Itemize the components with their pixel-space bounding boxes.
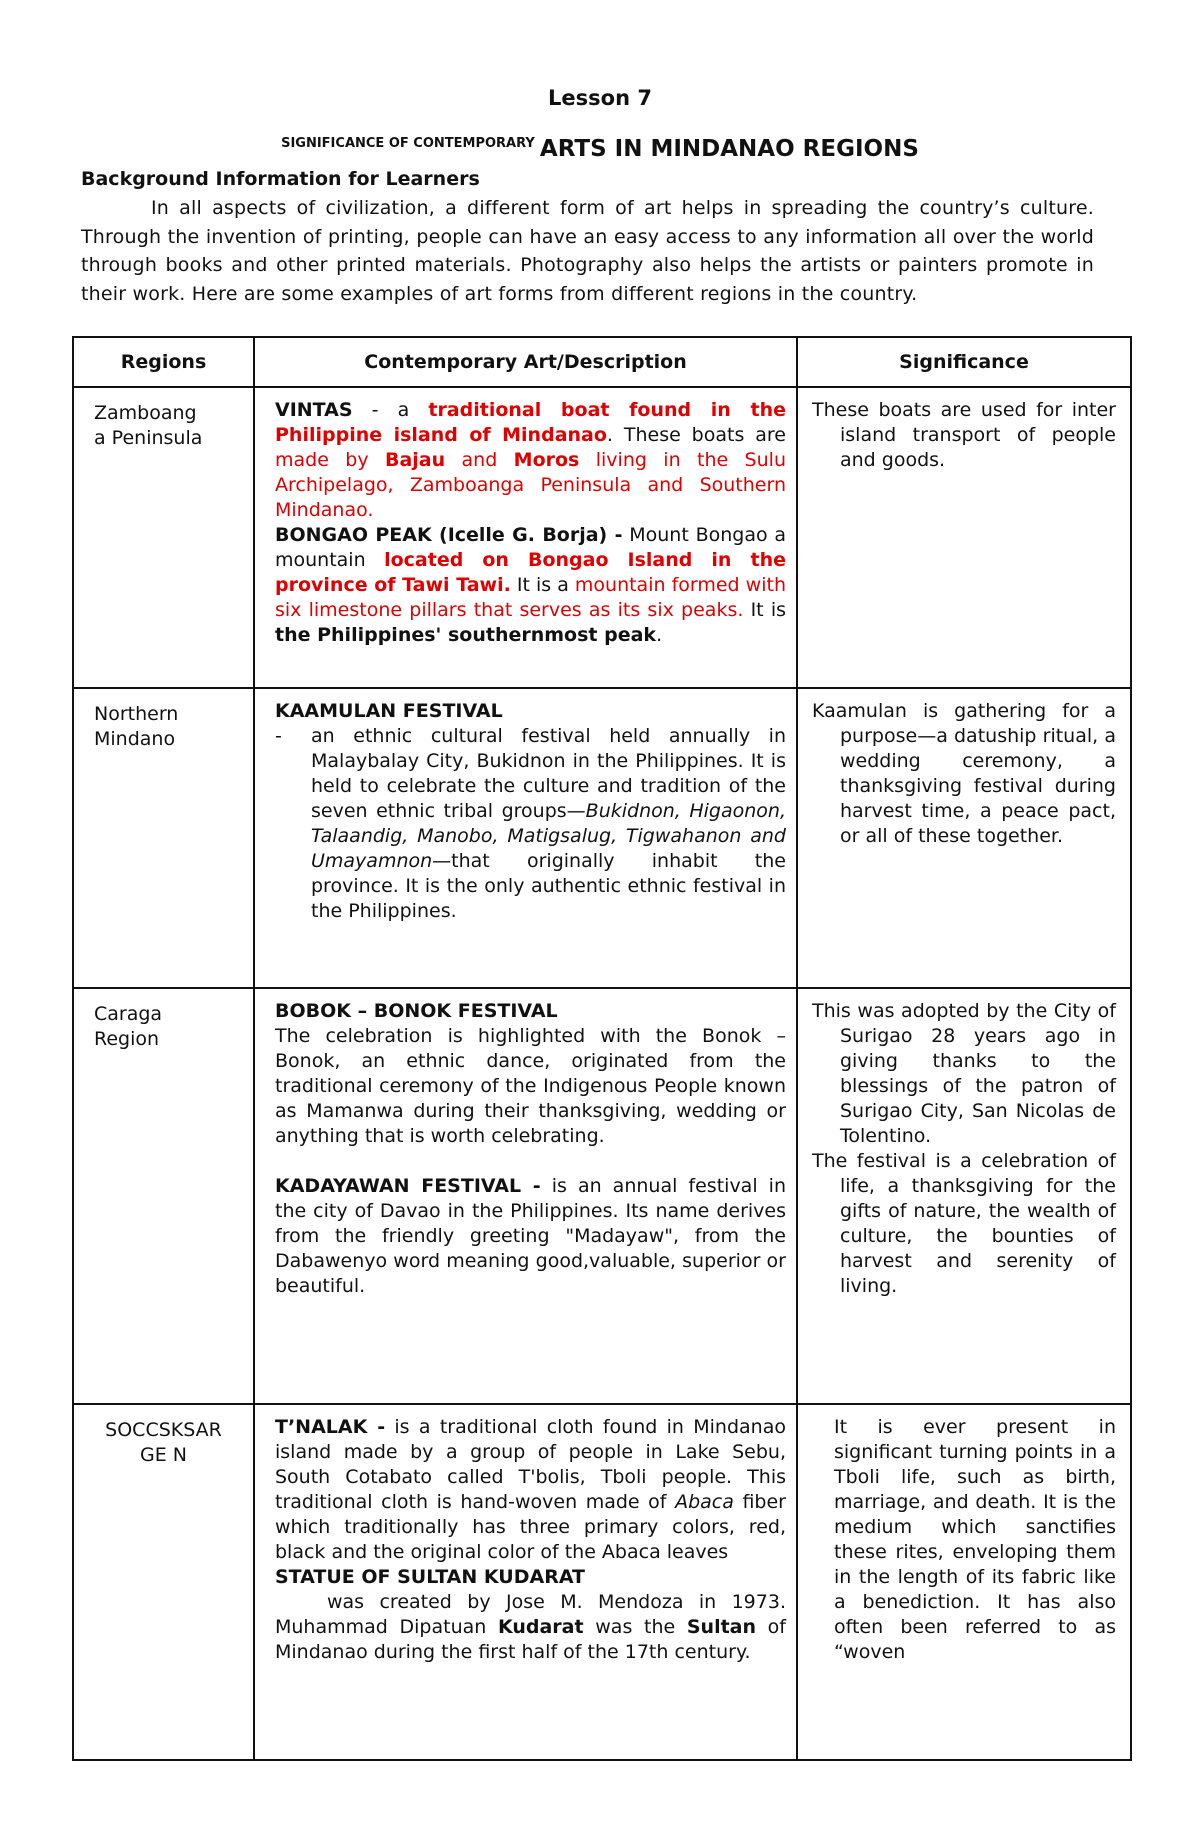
significance-cell xyxy=(797,988,1131,1404)
art-name: BOBOK – BONOK FESTIVAL xyxy=(275,1000,558,1022)
highlight-text: living in the Sulu Archipelago, Zamboanga Peninsula and Southern Mindanao. xyxy=(275,449,786,521)
header-regions: Regions xyxy=(73,337,254,387)
text: It is a xyxy=(510,574,575,596)
table-row xyxy=(73,688,1131,988)
art-name: KADAYAWAN FESTIVAL - xyxy=(275,1175,541,1197)
art-name: T’NALAK - xyxy=(275,1416,386,1438)
main-title xyxy=(0,136,1200,162)
intro-text: In all aspects of civilization, a different form of art helps in spreading the country’s culture. Through the invention of printing, people can have an easy access to any information all over the world through books and other printed materials. Photography also helps the artists or painters promote in their work. Here are some examples of art forms from different regions in the country. xyxy=(81,197,1094,305)
significance-cell xyxy=(797,387,1131,688)
region-cell xyxy=(73,988,254,1404)
text: Mount Bongao a mountain xyxy=(275,524,787,571)
vintas-entry xyxy=(275,398,786,523)
statue-entry xyxy=(275,1590,786,1665)
significance-text: The festival is a celebration of life, a thanksgiving for the gifts of nature, the wealth of culture, the bounties of harvest and serenity of living. xyxy=(812,1150,1116,1297)
title-small: SIGNIFICANCE OF CONTEMPORARY xyxy=(281,136,535,151)
text: is a traditional cloth found in Mindanao island made by a group of people in Lake Sebu, South Cotabato called T'bolis, Tboli people. This traditional cloth is hand-woven made of xyxy=(275,1416,786,1513)
art-name: VINTAS xyxy=(275,399,353,421)
art-name: BONGAO PEAK (Icelle G. Borja) - xyxy=(275,524,623,546)
text: an ethnic cultural festival held annually in Malaybalay City, Bukidnon in the Philippines. It is held to celebrate the culture and tradition of the seven ethnic tribal groups— xyxy=(311,725,786,822)
significance-text: It is ever present in significant turning points in a Tboli life, such as birth, marriage, and death. It is the medium which sanctifies these rites, enveloping them in the length of its fabric like a benediction. It has also often been referred to as “woven xyxy=(834,1416,1116,1663)
italic-text: Abaca xyxy=(675,1491,734,1513)
table-row xyxy=(73,387,1131,688)
highlight-text: and xyxy=(445,449,514,471)
header-description: Contemporary Art/Description xyxy=(254,337,797,387)
highlight-text: Moros xyxy=(513,449,580,471)
highlight-text: located on Bongao Island in the province of Tawi Tawi. xyxy=(275,549,786,596)
description-cell xyxy=(254,387,797,688)
tnalak-entry xyxy=(275,1415,786,1565)
description-body xyxy=(311,724,786,924)
background-heading: Background Information for Learners xyxy=(81,168,480,190)
region-label: Caraga Region xyxy=(94,1003,163,1050)
region-label: Northern Mindano xyxy=(94,703,179,750)
significance-cell xyxy=(797,688,1131,988)
significance-text: Kaamulan is gathering for a purpose—a datuship ritual, a wedding ceremony, a thanksgiving festival during harvest time, a peace pact, or all of these together. xyxy=(812,700,1116,847)
highlight-text: traditional boat found in the Philippine island of Mindanao xyxy=(275,399,787,446)
significance-text: This was adopted by the City of Surigao 28 years ago in giving thanks to the blessings of the patron of Surigao City, San Nicolas de Tolentino. xyxy=(812,1000,1116,1147)
art-name: STATUE OF SULTAN KUDARAT xyxy=(275,1566,586,1588)
text: . xyxy=(656,624,663,646)
italic-text: Bukidnon, Higaonon, Talaandig, Manobo, Matigsalug, Tigwahanon and Umayamnon xyxy=(311,800,786,872)
dash-marker: - xyxy=(275,725,282,747)
art-description: is an annual festival in the city of Davao in the Philippines. Its name derives from the friendly greeting "Madayaw", from the Dabawenyo word meaning good,valuable, superior or beautiful. xyxy=(275,1175,786,1297)
description-cell xyxy=(254,988,797,1404)
highlight-text: made by xyxy=(275,449,385,471)
spacer xyxy=(275,1149,786,1174)
text: - a xyxy=(352,399,429,421)
highlight-text: mountain formed with six limestone pillars that serves as its six peaks. xyxy=(275,574,786,621)
table-row xyxy=(73,1404,1131,1760)
bold-text: Sultan xyxy=(686,1616,757,1638)
significance-text: These boats are used for inter island transport of people and goods. xyxy=(812,399,1116,471)
bold-text: Kudarat xyxy=(497,1616,584,1638)
art-name: KAAMULAN FESTIVAL xyxy=(275,700,503,722)
region-label: Zamboang a Peninsula xyxy=(94,402,203,449)
region-label: SOCCSKSAR GE N xyxy=(105,1419,222,1466)
arts-table xyxy=(72,336,1132,1761)
table-header-row xyxy=(73,337,1131,387)
text: of Mindanao during the first half of the 17th century. xyxy=(275,1616,786,1663)
text: —that originally inhabit the province. It is the only authentic ethnic festival in the Philippines. xyxy=(311,850,786,922)
art-description: The celebration is highlighted with the Bonok – Bonok, an ethnic dance, originated from the traditional ceremony of the Indigenous People known as Mamanwa during their thanksgiving, wedding or anything that is worth celebrating. xyxy=(275,1025,786,1147)
significance-cell xyxy=(797,1404,1131,1760)
description-cell xyxy=(254,688,797,988)
table-row xyxy=(73,988,1131,1404)
region-cell xyxy=(73,387,254,688)
bold-text: the Philippines' southernmost peak xyxy=(275,624,657,646)
header-significance: Significance xyxy=(797,337,1131,387)
region-cell xyxy=(73,1404,254,1760)
kadayawan-entry xyxy=(275,1174,786,1299)
description-cell xyxy=(254,1404,797,1760)
description-item xyxy=(275,724,786,924)
text: It is xyxy=(743,599,786,621)
text: was created by Jose M. Mendoza in 1973. Muhammad Dipatuan xyxy=(275,1591,786,1638)
text: . These boats are xyxy=(606,424,786,446)
highlight-text: Bajau xyxy=(384,449,446,471)
bongao-entry xyxy=(275,523,786,648)
title-big: ARTS IN MINDANAO REGIONS xyxy=(539,136,919,162)
region-cell xyxy=(73,688,254,988)
lesson-title: Lesson 7 xyxy=(548,86,652,110)
text: was the xyxy=(583,1616,687,1638)
text: fiber which traditionally has three primary colors, red, black and the original color of the Abaca leaves xyxy=(275,1491,786,1563)
intro-paragraph xyxy=(81,194,1094,308)
